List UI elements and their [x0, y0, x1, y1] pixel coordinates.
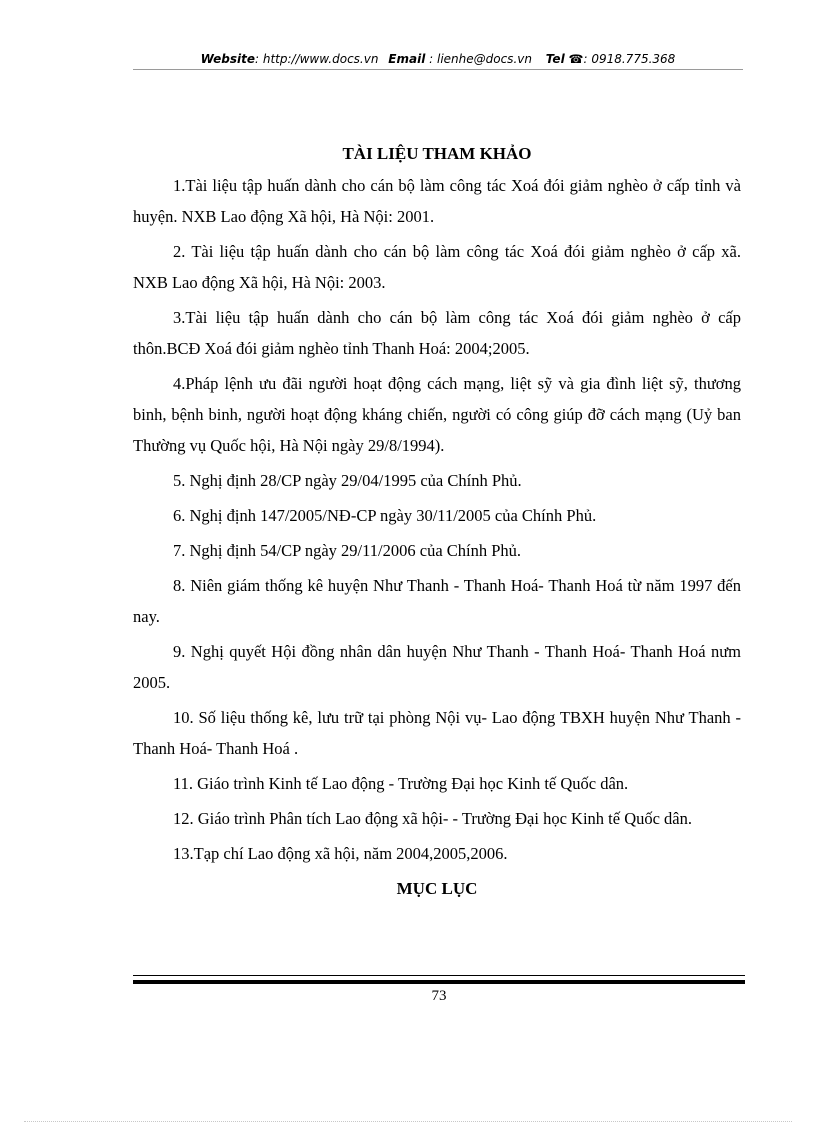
reference-item-5: 5. Nghị định 28/CP ngày 29/04/1995 của Chính Phủ. [173, 471, 522, 490]
reference-item-8: 8. Niên giám thống kê huyện Như Thanh - Thanh Hoá- Thanh Hoá từ năm 1997 đến nay. [133, 576, 741, 626]
email-label: Email [388, 52, 426, 66]
phone-icon: ☎ [568, 52, 584, 66]
page-number: 73 [431, 988, 447, 1004]
reference-item-2: 2. Tài liệu tập huấn dành cho cán bộ làm công tác Xoá đói giảm nghèo ở cấp xã. NXB Lao động Xã hội, Hà Nội: 2003. [133, 242, 741, 292]
reference-item-12: 12. Giáo trình Phân tích Lao động xã hội- - Trường Đại học Kinh tế Quốc dân. [173, 809, 693, 828]
page-header [133, 50, 743, 68]
header-divider [133, 69, 743, 70]
email-address: : lienhe@docs.vn [425, 52, 532, 66]
reference-item-3: 3.Tài liệu tập huấn dành cho cán bộ làm công tác Xoá đói giảm nghèo ở cấp thôn.BCĐ Xoá đói giảm nghèo tỉnh Thanh Hoá: 2004;2005. [133, 308, 741, 358]
reference-item-10: 10. Số liệu thống kê, lưu trữ tại phòng Nội vụ- Lao động TBXH huyện Như Thanh - Thanh Hoá- Thanh Hoá . [133, 708, 741, 758]
reference-item-9: 9. Nghị quyết Hội đồng nhân dân huyện Như Thanh - Thanh Hoá- Thanh Hoá nưm 2005. [133, 642, 741, 692]
footer-divider-thick [133, 980, 745, 984]
reference-item-11: 11. Giáo trình Kinh tế Lao động - Trường Đại học Kinh tế Quốc dân. [173, 774, 629, 793]
website-url: : http://www.docs.vn [255, 52, 379, 66]
toc-title: MỤC LỤC [396, 879, 478, 898]
reference-item-6: 6. Nghị định 147/2005/NĐ-CP ngày 30/11/2005 của Chính Phủ. [173, 506, 597, 525]
page-bottom-border [24, 1121, 792, 1122]
reference-item-4: 4.Pháp lệnh ưu đãi người hoạt động cách mạng, liệt sỹ và gia đình liệt sỹ, thương binh, bệnh binh, người hoạt động kháng chiến, người có công giúp đỡ cách mạng (Uỷ ban Thường vụ Quốc hội, Hà Nội ngày 29/8/1994). [133, 374, 741, 455]
footer-divider-thin [133, 975, 745, 976]
page-content [133, 142, 741, 901]
tel-number: : 0918.775.368 [583, 52, 676, 66]
reference-item-1: 1.Tài liệu tập huấn dành cho cán bộ làm công tác Xoá đói giảm nghèo ở cấp tỉnh và huyện. NXB Lao động Xã hội, Hà Nội: 2001. [133, 176, 741, 226]
tel-label: Tel [545, 52, 565, 66]
reference-item-13: 13.Tạp chí Lao động xã hội, năm 2004,2005,2006. [173, 844, 508, 863]
website-label: Website [200, 52, 255, 66]
reference-item-7: 7. Nghị định 54/CP ngày 29/11/2006 của Chính Phủ. [173, 541, 522, 560]
references-title: TÀI LIỆU THAM KHẢO [342, 144, 532, 163]
